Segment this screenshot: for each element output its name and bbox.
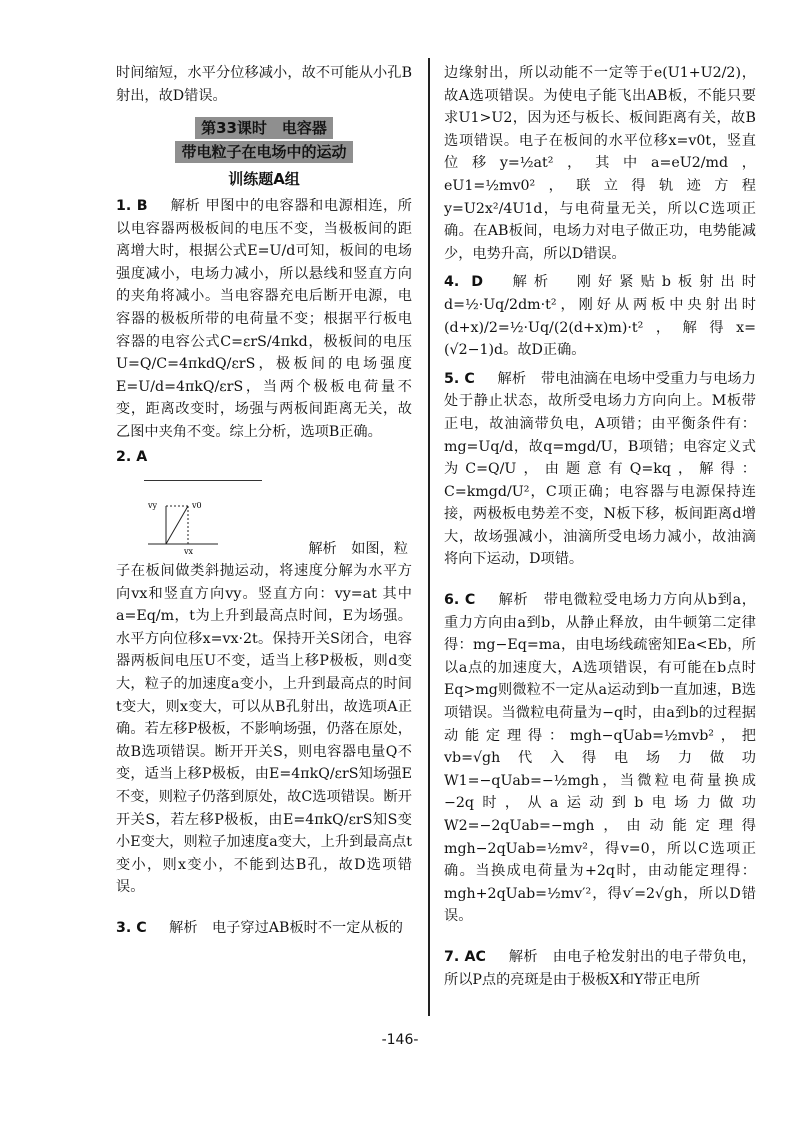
diagram-underline <box>144 480 262 481</box>
answer-3-text: 电子穿过AB板时不一定从板的 <box>212 920 403 936</box>
answer-4-text: 刚好紧贴b板射出时d=½·Uq/2dm·t²，刚好从两板中央射出时(d+x)/2=½·Uq/(2(d+x)m)·t²，解得x=(√2−1)d。故D正确。 <box>444 274 756 359</box>
answer-2-label: 解析 <box>308 541 337 558</box>
answer-3 <box>116 917 412 940</box>
diagram-v0-vector <box>166 506 188 544</box>
answer-6-number: 6. C <box>444 592 476 609</box>
answer-2-head <box>116 446 412 469</box>
answer-3-label: 解析 <box>169 920 198 936</box>
answer-7 <box>444 946 756 991</box>
answer-6 <box>444 589 756 928</box>
answer-1-text: 甲图中的电容器和电源相连，所以电容器两极板间的电压不变，当极板间的距离增大时，根据公式E=U/d可知，板间的电场强度减小，电场力减小，所以悬线和竖直方向的夹角将减小。当电容器充电后断开电源，电容器的极板所带的电荷量不变；根据平行板电容器的电容公式C=εrS/4πkd，极板间的电压U=Q/C=4πkdQ/εrS，极板间的电场强度E=U/d=4πkQ/εrS，当两个极板电荷量不变，距离改变时，场强与两板间距离无关，故乙图中夹角不变。综上分析，选项B正确。 <box>116 197 412 440</box>
left-column <box>116 62 412 940</box>
answer-5 <box>444 368 756 571</box>
answer-7-text: 由电子枪发射出的电子带负电，所以P点的亮斑是由于极板X和Y带正电所 <box>444 948 757 988</box>
group-title: 训练题A组 <box>228 170 300 189</box>
answer-6-text: 带电微粒受电场力方向从b到a，重力方向由a到b，从静止释放，由牛顿第二定律得：mg−Eq=ma，由电场线疏密知Ea<Eb，所以a点的加速度大，A选项错误，有可能在b点时Eq>mg则微粒不一定从a运动到b一直加速，B选项错误。当微粒电荷量为−q时，由a到b的过程据动能定理得：mgh−qUab=½mvb²，把vb=√gh代入得电场力做功W1=−qUab=−½mgh，当微粒电荷量换成−2q时，从a运动到b电场力做功W2=−2qUab=−mgh，由动能定理得mgh−2qUab=½mv²，得v=0，所以C选项正确。当换成电荷量为+2q时，由动能定理得：mgh+2qUab=½mv′²，得v′=2√gh，所以D错误。 <box>444 592 756 925</box>
velocity-diagram <box>116 468 412 560</box>
answer-5-text: 带电油滴在电场中受重力与电场力处于静止状态，故所受电场力方向向上。M板带正电，故油滴带负电，A项错；由平衡条件有：mg=Uq/d，故q=mgd/U，B项错；电容定义式为C=Q/U，由题意有Q=kq，解得：C=kmgd/U²，C项正确；电容器与电源保持连接，两极板电势差不变，N板下移，板间距离d增大，故场强减小，油滴所受电场力减小，故油滴将向下运动，D项错。 <box>444 370 756 568</box>
spacer <box>444 928 756 946</box>
diagram-v0-label: v0 <box>192 501 202 511</box>
answer-3-number: 3. C <box>116 920 147 936</box>
answer-5-label: 解析 <box>497 370 527 387</box>
answer-2-lead-wrap <box>290 538 408 561</box>
lesson-title-line1: 第33课时 电容器 <box>195 117 333 139</box>
lesson-title-line2: 带电粒子在电场中的运动 <box>175 141 352 163</box>
answer-3-continued: 边缘射出，所以动能不一定等于e(U1+U2/2)，故A选项错误。为使电子能飞出AB板，不能只要求U1>U2，因为还与板长、板间距离有关，故B选项错误。电子在板间的水平位移x=v0t，竖直位移y=½at²，其中a=eU2/md，eU1=½mv0²，联立得轨迹方程y=U2x²/4U1d，与电荷量无关，所以C选项正确。在AB板间，电场力对电子做正功，电势能减少，电势升高，所以D错误。 <box>444 65 756 262</box>
spacer <box>116 899 412 917</box>
page-number: -146- <box>381 1032 419 1048</box>
diagram-vy-label: vy <box>148 501 158 511</box>
answer-6-label: 解析 <box>498 592 529 609</box>
answer-2-text: 子在板间做类斜抛运动，将速度分解为水平方向vx和竖直方向vy。竖直方向：vy=at 其中 a=Eq/m，t为上升到最高点时间，E为场强。水平方向位移x=vx·2t。保持开关S闭合，电容器两板间电压U不变，适当上移P极板，则d变大，粒子的加速度a变小，上升到最高点的时间t变大，则x变大，可以从B孔射出，故选项A正确。若左移P极板，不影响场强，仍落在原处，故B选项错误。断开开关S，则电容器电量Q不变，适当上移P极板，由E=4πkQ/εrS知场强E不变，则粒子仍落到原处，故C选项错误。断开开关S，若左移P极板，由E=4πkQ/εrS知S变小E变大，则粒子加速度a变大，上升到最高点t变小，则x变小，不能到达B孔，故D选项错误。 <box>116 563 412 896</box>
answer-7-label: 解析 <box>508 948 538 965</box>
answer-1 <box>116 195 412 444</box>
right-column <box>444 62 756 991</box>
spacer <box>444 571 756 589</box>
answer-1-number: 1. B <box>116 197 148 214</box>
velocity-vector-icon <box>138 496 228 556</box>
answer-4 <box>444 271 756 361</box>
answer-2-lead: 如图，粒 <box>351 541 408 558</box>
answer-5-number: 5. C <box>444 370 475 387</box>
answer-2-number: 2. A <box>116 448 148 465</box>
answer-1-label: 解析 <box>170 197 201 214</box>
answer-4-number: 4. D <box>444 274 484 291</box>
diagram-vx-label: vx <box>184 547 194 557</box>
answer-7-number: 7. AC <box>444 948 486 965</box>
lesson-title <box>116 117 412 164</box>
intro-text: 时间缩短，水平分位移减小，故不可能从小孔B射出，故D错误。 <box>116 65 412 104</box>
answer-4-label: 解析 <box>512 274 556 291</box>
column-divider <box>428 58 430 1016</box>
